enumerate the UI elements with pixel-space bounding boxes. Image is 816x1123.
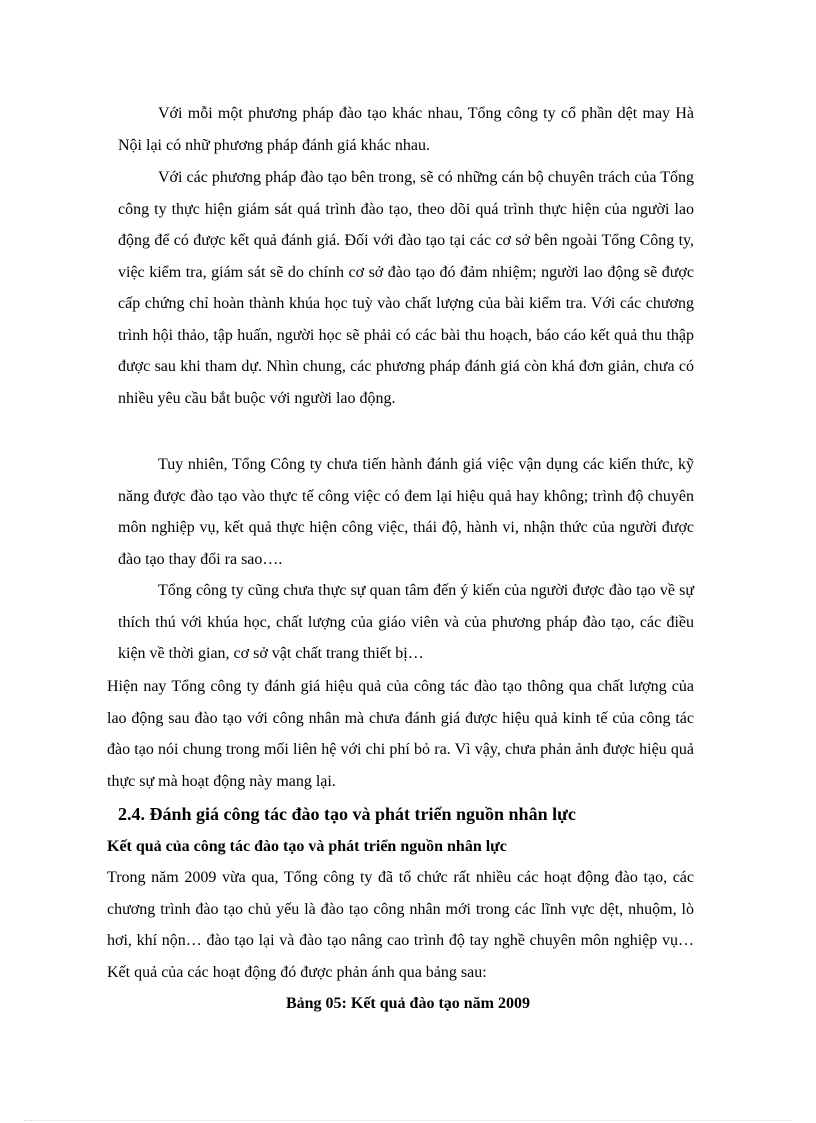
section-subheading: Kết quả của công tác đào tạo và phát triển nguồn nhân lực xyxy=(107,838,507,855)
paragraph-internal-training-evaluation: Với các phương pháp đào tạo bên trong, sẽ có những cán bộ chuyên trách của Tổng công ty thực hiện giám sát quá trình đào tạo, theo dõi quá trình thực hiện của người lao động để có được kết quả đánh giá. Đối với đào tạo tại các cơ sở bên ngoài Tổng Công ty, việc kiểm tra, giám sát sẽ do chính cơ sở đào tạo đó đảm nhiệm; người lao động sẽ được cấp chứng chỉ hoàn thành khúa học tuỳ vào chất lượng của bài kiểm tra. Với các chương trình hội thảo, tập huấn, người học sẽ phải có các bài thu hoạch, báo cáo kết quả thu thập được sau khi tham dự. Nhìn chung, các phương pháp đánh giá còn khá đơn giản, chưa có nhiều yêu cầu bắt buộc với người lao động. xyxy=(118,169,694,407)
section-heading: 2.4. Đánh giá công tác đào tạo và phát triển nguồn nhân lực xyxy=(118,804,576,824)
paragraph-trainee-feedback: Tổng công ty cũng chưa thực sự quan tâm đến ý kiến của người được đào tạo về sự thích thú với khúa học, chất lượng của giáo viên và của phương pháp đào tạo, các điều kiện về thời gian, cơ sở vật chất trang thiết bị… xyxy=(118,582,694,662)
page-bottom-divider xyxy=(24,1120,792,1121)
table-caption: Bảng 05: Kết quả đào tạo năm 2009 xyxy=(285,995,531,1012)
paragraph-training-results-2009: Trong năm 2009 vừa qua, Tổng công ty đã tổ chức rất nhiều các hoạt động đào tạo, các chương trình đào tạo chủ yếu là đào tạo công nhân mới trong các lĩnh vực dệt, nhuộm, lò hơi, khí nộn… đào tạo lại và đào tạo nâng cao trình độ tay nghề chuyên môn nghiệp vụ… Kết quả của các hoạt động đó được phản ánh qua bảng sau: xyxy=(107,869,694,981)
paragraph-evaluation-methods: Với mỗi một phương pháp đào tạo khác nhau, Tổng công ty cổ phần dệt may Hà Nội lại có nhữ phương pháp đánh giá khác nhau. xyxy=(118,105,694,154)
paragraph-application-not-evaluated: Tuy nhiên, Tổng Công ty chưa tiến hành đánh giá việc vận dụng các kiến thức, kỹ năng được đào tạo vào thực tế công việc có đem lại hiệu quả hay không; trình độ chuyên môn nghiệp vụ, kết quả thực hiện công việc, thái độ, hành vi, nhận thức của người được đào tạo thay đổi ra sao…. xyxy=(118,456,694,568)
paragraph-current-evaluation: Hiện nay Tổng công ty đánh giá hiệu quả của công tác đào tạo thông qua chất lượng của lao động sau đào tạo với công nhân mà chưa đánh giá được hiệu quả kinh tế của công tác đào tạo nói chung trong mối liên hệ với chi phí bỏ ra. Vì vậy, chưa phản ảnh được hiệu quả thực sự mà hoạt động này mang lại. xyxy=(107,678,694,790)
